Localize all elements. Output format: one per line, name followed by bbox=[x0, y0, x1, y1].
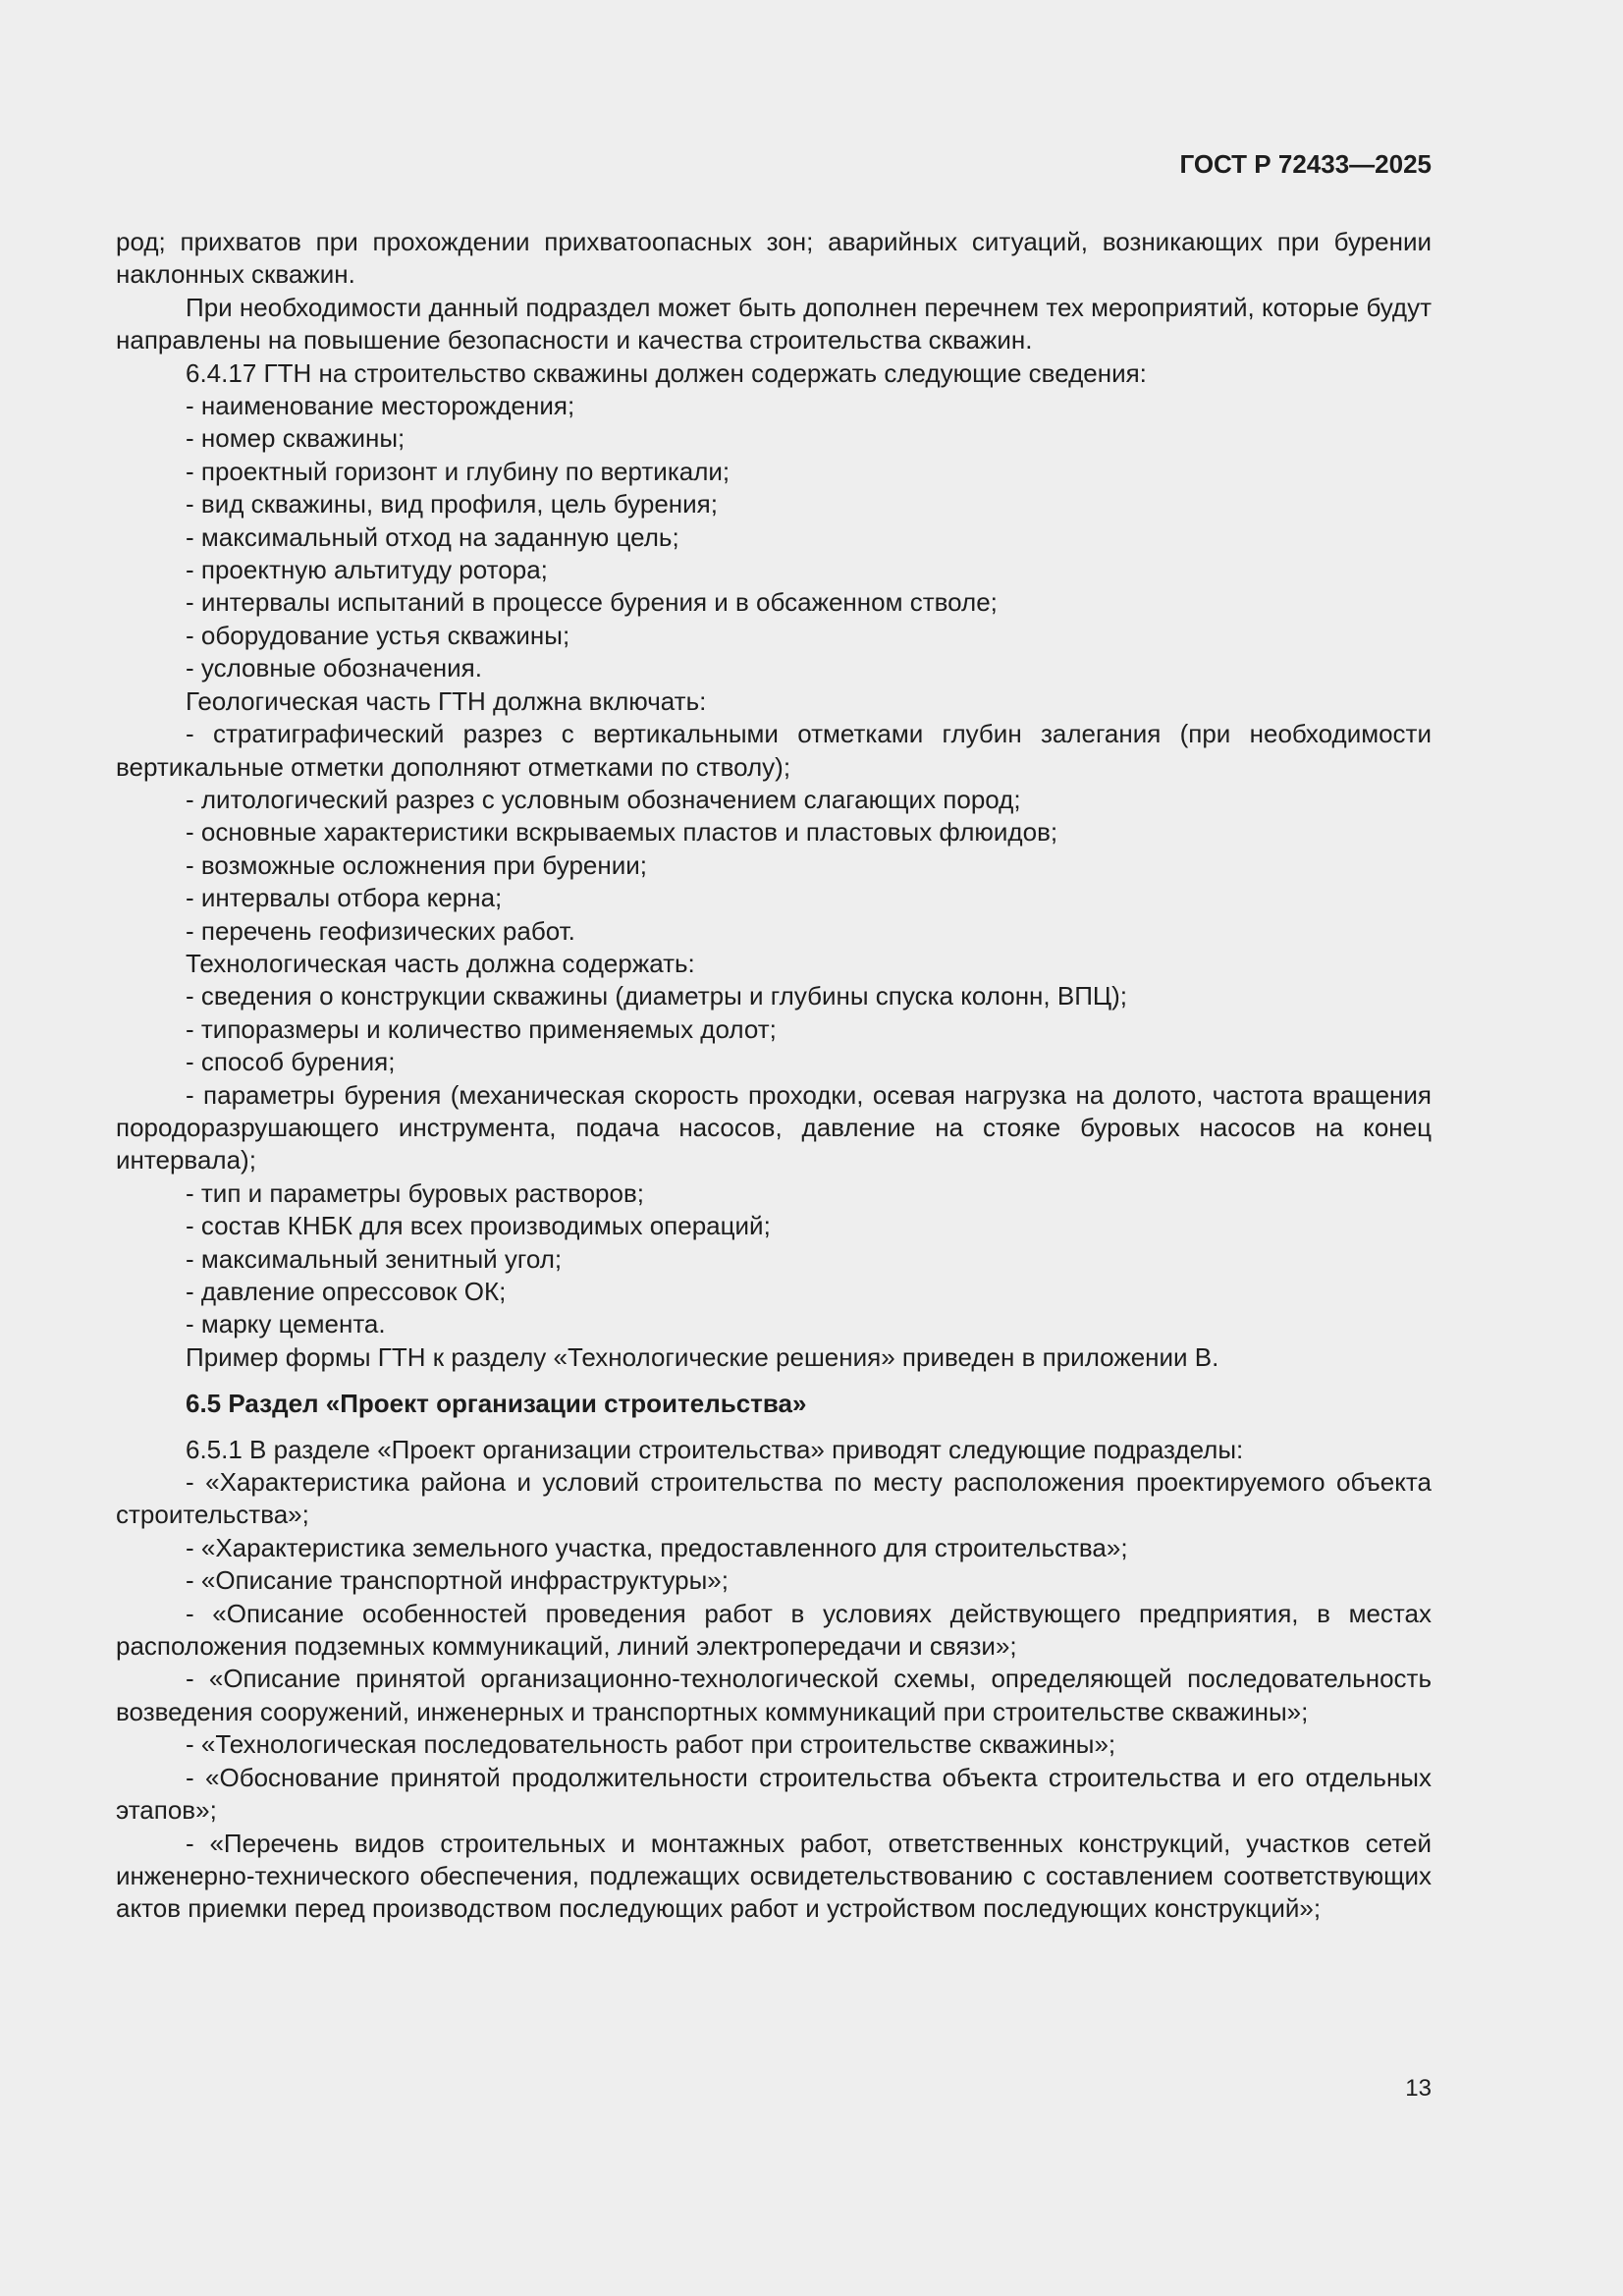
list-item: - параметры бурения (механическая скорость проходки, осевая нагрузка на долото, частота вращения породоразрушающего инструмента, подача насосов, давление на стояке буровых насосов на конец интервала); bbox=[116, 1079, 1432, 1175]
list-item: - основные характеристики вскрываемых пластов и пластовых флюидов; bbox=[186, 817, 1058, 847]
page-number: 13 bbox=[1405, 2075, 1432, 2102]
list-item: - стратиграфический разрез с вертикальными отметками глубин залегания (при необходимости вертикальные отметки дополняют отметками по стволу); bbox=[116, 719, 1432, 782]
list-item: - сведения о конструкции скважины (диаметры и глубины спуска колонн, ВПЦ); bbox=[186, 981, 1128, 1011]
paragraph: При необходимости данный подраздел может быть дополнен перечнем тех мероприятий, которые будут направлены на повышение безопасности и качества строительства скважин. bbox=[116, 292, 1432, 355]
list-item: - «Описание принятой организационно-технологической схемы, определяющей последовательность возведения сооружений, инженерных и транспортных коммуникаций при строительстве скважины»; bbox=[116, 1664, 1432, 1726]
list-item: - «Технологическая последовательность работ при строительстве скважины»; bbox=[186, 1729, 1116, 1760]
list-item: - проектную альтитуду ротора; bbox=[186, 555, 548, 585]
list-item: - интервалы отбора керна; bbox=[186, 883, 503, 913]
document-header: ГОСТ Р 72433—2025 bbox=[1179, 149, 1432, 179]
list-item: - вид скважины, вид профиля, цель бурения; bbox=[186, 489, 718, 519]
list-item: - давление опрессовок ОК; bbox=[186, 1277, 507, 1306]
list-item: - номер скважины; bbox=[186, 423, 406, 454]
list-item: - литологический разрез с условным обозначением слагающих пород; bbox=[186, 784, 1021, 814]
list-item: - марку цемента. bbox=[186, 1309, 386, 1339]
list-item: - «Обоснование принятой продолжительности строительства объекта строительства и его отдельных этапов»; bbox=[116, 1762, 1432, 1826]
list-item: - условные обозначения. bbox=[186, 653, 482, 683]
section-heading: 6.5 Раздел «Проект организации строительства» bbox=[186, 1389, 807, 1419]
clause-6-5-1: 6.5.1 В разделе «Проект организации строительства» приводят следующие подразделы: bbox=[186, 1434, 1244, 1464]
paragraph: Пример формы ГТН к разделу «Технологические решения» приведен в приложении В. bbox=[186, 1341, 1219, 1372]
list-item: - максимальный зенитный угол; bbox=[186, 1243, 563, 1274]
list-item: - перечень геофизических работ. bbox=[186, 915, 575, 946]
list-item: - тип и параметры буровых растворов; bbox=[186, 1177, 645, 1208]
list-item: - интервалы испытаний в процессе бурения и в обсаженном стволе; bbox=[186, 587, 998, 618]
clause-6-4-17: 6.4.17 ГТН на строительство скважины должен содержать следующие сведения: bbox=[186, 357, 1147, 388]
list-item: - «Описание особенностей проведения работ в условиях действующего предприятия, в местах расположения подземных коммуникаций, линий электропередачи и связи»; bbox=[116, 1598, 1432, 1662]
list-item: - «Характеристика земельного участка, предоставленного для строительства»; bbox=[186, 1532, 1128, 1562]
list-item: - «Характеристика района и условий строительства по месту расположения проектируемого объекта строительства»; bbox=[116, 1467, 1432, 1530]
paragraph: род; прихватов при прохождении прихватоопасных зон; аварийных ситуаций, возникающих при бурении наклонных скважин. bbox=[116, 227, 1432, 290]
list-item: - способ бурения; bbox=[186, 1047, 396, 1077]
list-item: - возможные осложнения при бурении; bbox=[186, 849, 648, 880]
list-item: - наименование месторождения; bbox=[186, 391, 575, 421]
list-item: - проектный горизонт и глубину по вертикали; bbox=[186, 456, 730, 486]
list-item: - «Перечень видов строительных и монтажных работ, ответственных конструкций, участков сетей инженерно-технического обеспечения, подлежащих освидетельствованию с составлением соответствующих актов приемки перед производством последующих работ и устройством последующих конструкций»; bbox=[116, 1828, 1432, 1924]
paragraph: Геологическая часть ГТН должна включать: bbox=[186, 685, 707, 716]
paragraph: Технологическая часть должна содержать: bbox=[186, 948, 695, 978]
document-body bbox=[116, 226, 1432, 1926]
list-item: - состав КНБК для всех производимых операций; bbox=[186, 1211, 771, 1241]
list-item: - оборудование устья скважины; bbox=[186, 620, 570, 650]
list-item: - максимальный отход на заданную цель; bbox=[186, 521, 679, 552]
list-item: - «Описание транспортной инфраструктуры»; bbox=[186, 1565, 729, 1596]
list-item: - типоразмеры и количество применяемых долот; bbox=[186, 1013, 777, 1044]
